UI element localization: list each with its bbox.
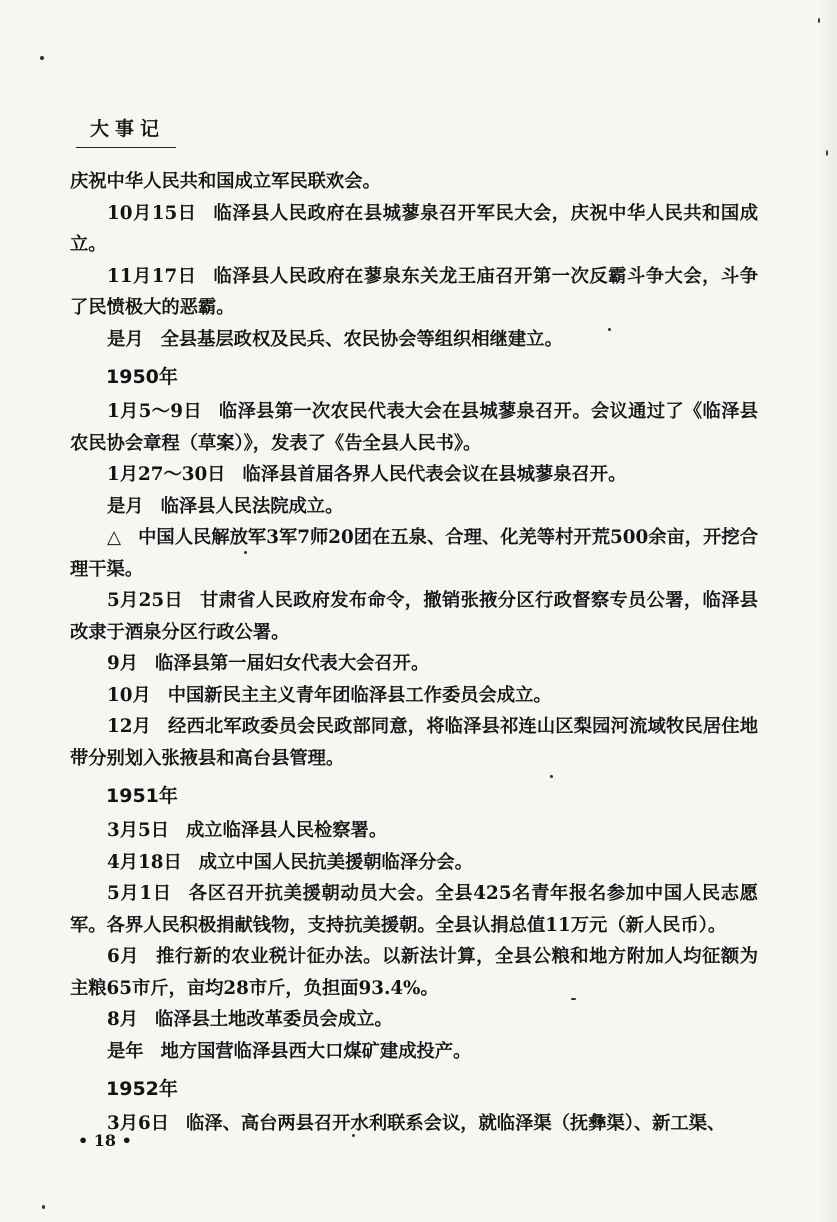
entry-date: 1月5～9日 — [107, 401, 202, 422]
chronicle-entry — [70, 491, 758, 523]
entry-text: 临泽县第一届妇女代表大会召开。 — [155, 653, 430, 674]
entry-text: 地方国营临泽县西大口煤矿建成投产。 — [160, 1040, 472, 1062]
entry-date: 8月 — [107, 1009, 139, 1030]
entry-text: 各区召开抗美援朝动员大会。全县425名青年报名参加中国人民志愿军。各界人民积极捐献钱物，支持抗美援朝。全县认捐总值11万元（新人民币）。 — [70, 883, 758, 936]
entry-text: 临泽县人民法院成立。 — [160, 495, 344, 517]
chronicle-entry — [70, 847, 758, 879]
scan-speck — [550, 775, 553, 778]
chronicle-entry — [70, 815, 758, 847]
chronicle-entry — [70, 680, 758, 712]
chronicle-entry — [70, 198, 758, 261]
entry-text: 临泽、高台两县召开水利联系会议，就临泽渠（抚彝渠）、新工渠、 — [186, 1113, 726, 1134]
scan-edge-shadow — [817, 0, 837, 1222]
entry-text: 甘肃省人民政府发布命令，撤销张掖分区行政督察专员公署，临泽县改隶于酒泉分区行政公署。 — [70, 590, 758, 643]
entry-text: 临泽县第一次农民代表大会在县城蓼泉召开。会议通过了《临泽县农民协会章程（草案）》，发表了《告全县人民书》。 — [70, 401, 758, 454]
scan-speck — [826, 150, 828, 156]
chronicle-entry — [70, 396, 758, 459]
entry-text: 临泽县人民政府在蓼泉东关龙王庙召开第一次反霸斗争大会，斗争了民愤极大的恶霸。 — [70, 265, 758, 318]
entry-date: 3月5日 — [107, 820, 170, 841]
chronicle-entry — [70, 522, 758, 585]
entry-date: 10月15日 — [107, 202, 197, 224]
scan-speck — [608, 328, 611, 331]
chronicle-entry — [70, 711, 758, 774]
year-heading: 1951年 — [106, 785, 178, 807]
entry-date: 5月25日 — [107, 590, 184, 611]
entry-date: 1月27～30日 — [107, 464, 226, 485]
scan-speck — [244, 551, 247, 554]
scan-speck — [42, 1205, 45, 1209]
entry-date: 是月 — [107, 328, 144, 350]
entry-date: 9月 — [107, 653, 139, 674]
entry-text: 临泽县首届各界人民代表会议在县城蓼泉召开。 — [242, 464, 627, 485]
entry-text: 中国新民主主义青年团临泽县工作委员会成立。 — [167, 684, 552, 706]
entry-text: 经西北军政委员会民政部同意，将临泽县祁连山区梨园河流域牧民居住地带分别划入张掖县和高台县管理。 — [70, 716, 758, 769]
entry-date: 4月18日 — [107, 851, 182, 873]
chronicle-entry — [70, 941, 758, 1004]
entry-date: 6月 — [107, 946, 140, 967]
entry-date: 10月 — [107, 684, 151, 706]
entry-date: 11月17日 — [107, 265, 197, 287]
entry-text: 成立临泽县人民检察署。 — [186, 820, 388, 841]
chronicle-entry — [70, 166, 758, 198]
entry-text: 全县基层政权及民兵、农民协会等组织相继建立。 — [160, 328, 563, 350]
page-number: • 18 • — [78, 1131, 132, 1150]
scan-speck — [571, 998, 576, 1000]
chronicle-entry — [70, 1108, 758, 1140]
chronicle-entry — [70, 878, 758, 941]
year-heading: 1952年 — [106, 1078, 178, 1100]
chronicle-entry — [70, 324, 758, 356]
entry-text: 中国人民解放军3军7师20团在五泉、合理、化羌等村开荒500余亩，开挖合理干渠。 — [70, 527, 759, 580]
entry-text: 庆祝中华人民共和国成立军民联欢会。 — [70, 171, 381, 192]
chronicle-entry — [70, 648, 758, 680]
entry-text: 成立中国人民抗美援朝临泽分会。 — [198, 851, 473, 873]
scan-speck — [818, 18, 820, 23]
page-header-title: 大事记 — [76, 114, 176, 148]
entry-date: △ — [107, 527, 122, 548]
entry-date: 是年 — [107, 1040, 144, 1062]
entry-date: 12月 — [107, 716, 152, 737]
entry-date: 是月 — [107, 495, 144, 517]
chronicle-entry — [70, 585, 758, 648]
scan-speck — [352, 1134, 355, 1137]
entry-text: 推行新的农业税计征办法。以新法计算，全县公粮和地方附加人均征额为主粮65市斤，亩均28市斤，负担面93.4%。 — [70, 946, 758, 999]
chronicle-entry — [70, 1004, 758, 1036]
entry-text: 临泽县人民政府在县城蓼泉召开军民大会，庆祝中华人民共和国成立。 — [70, 202, 758, 255]
entry-date: 3月6日 — [107, 1113, 170, 1134]
scan-speck — [40, 56, 44, 60]
chronicle-entry — [70, 459, 758, 491]
chronicle-entry — [70, 261, 758, 324]
year-heading: 1950年 — [106, 366, 178, 388]
entry-date: 5月1日 — [107, 883, 172, 904]
chronicle-entry — [70, 1036, 758, 1068]
entry-text: 临泽县土地改革委员会成立。 — [155, 1009, 393, 1030]
chronicle-body — [70, 166, 758, 1140]
